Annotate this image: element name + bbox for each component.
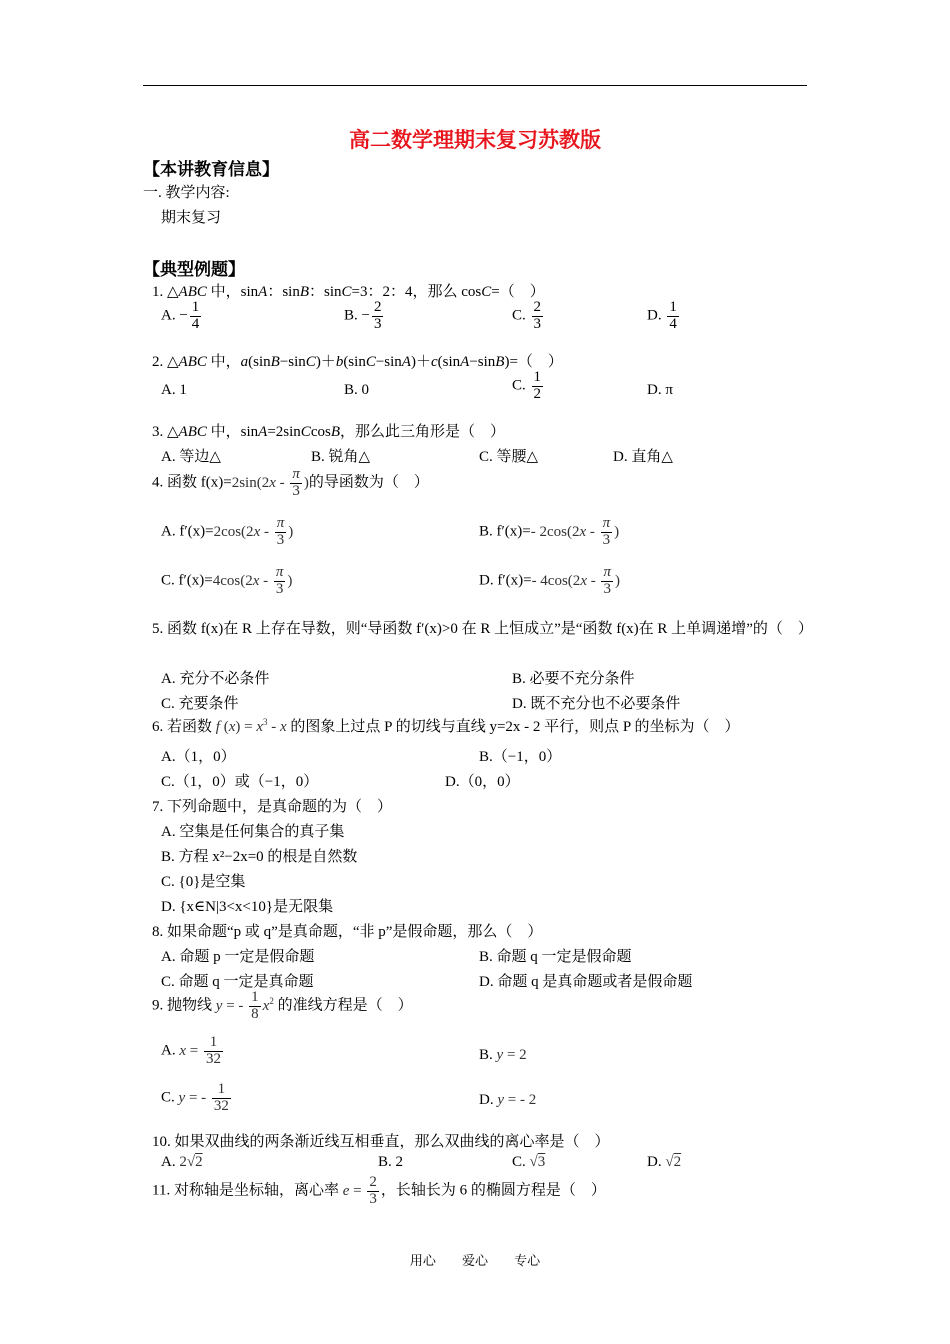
question-2-stem: 2. △ABC 中，a(sinB−sinC)＋b(sinC−sinA)＋c(sinA−sinB)=（ ） — [152, 354, 563, 370]
question-5-option-a: A. 充分不必条件 — [161, 671, 270, 687]
question-5-option-b: B. 必要不充分条件 — [512, 671, 635, 687]
question-3-option-b: B. 锐角△ — [311, 449, 371, 465]
question-10-stem: 10. 如果双曲线的两条渐近线互相垂直，那么双曲线的离心率是（ ） — [152, 1134, 610, 1150]
page-title: 高二数学理期末复习苏教版 — [349, 128, 601, 152]
question-6-option-b: B.（−1，0） — [479, 749, 562, 765]
header-rule — [143, 85, 807, 86]
question-1-option-b: B. − $\frac{2}{3}$ — [344, 299, 382, 332]
question-6-option-d: D.（0，0） — [445, 774, 520, 790]
question-2-option-d: D. π — [647, 382, 673, 398]
question-10-option-d: D. √2 — [647, 1154, 682, 1170]
question-8-stem: 8. 如果命题“p 或 q”是真命题，“非 p”是假命题，那么（ ） — [152, 924, 543, 940]
question-7-option-d: D. {x∈N|3<x<10}是无限集 — [161, 899, 334, 915]
teaching-content-value: 期末复习 — [161, 210, 222, 226]
question-2-option-b: B. 0 — [344, 382, 370, 398]
question-4-option-d: D. f′(x)=- 4cos(2x - $\frac{\pi}{3}$ ) — [479, 564, 620, 597]
question-2-option-c: C. $\frac{1}{2}$ — [512, 369, 542, 402]
question-2-option-a: A. 1 — [161, 382, 187, 398]
question-7-option-a: A. 空集是任何集合的真子集 — [161, 824, 345, 840]
question-4-stem: 4. 函数 f(x)=2sin(2x - $\frac{\pi}{3}$ )的导函数为（ ） — [152, 466, 429, 499]
question-7-option-b: B. 方程 x²−2x=0 的根是自然数 — [161, 849, 358, 865]
question-7-option-c: C. {0}是空集 — [161, 874, 246, 890]
question-5-stem: 5. 函数 f(x)在 R 上存在导数，则“导函数 f′(x)>0 在 R 上恒成立”是“函数 f(x)在 R 上单调递增”的（ ） — [152, 621, 813, 637]
question-6-stem: 6. 若函数 f $(x) = x^3 - x$ 的图象上过点 P 的切线与直线 y=2x - 2 平行，则点 P 的坐标为（ ） — [152, 717, 740, 735]
question-7-stem: 7. 下列命题中，是真命题的为（ ） — [152, 799, 393, 815]
question-11-stem: 11. 对称轴是坐标轴，离心率 e = $\frac{2}{3}$ ，长轴长为 6 的椭圆方程是（ ） — [152, 1174, 606, 1207]
question-10-option-b: B. 2 — [378, 1154, 404, 1170]
question-9-option-b: B. y = 2 — [479, 1047, 527, 1063]
question-4-option-a: A. f′(x)=2cos(2x - $\frac{\pi}{3}$ ) — [161, 515, 294, 548]
question-8-option-c: C. 命题 q 一定是真命题 — [161, 974, 314, 990]
question-3-option-a: A. 等边△ — [161, 449, 221, 465]
question-3-option-d: D. 直角△ — [613, 449, 673, 465]
question-9-option-d: D. y = - 2 — [479, 1092, 537, 1108]
question-4-option-c: C. f′(x)=4cos(2x - $\frac{\pi}{3}$ ) — [161, 564, 293, 597]
teaching-content-label: 一. 教学内容: — [143, 185, 230, 201]
question-1-option-d: D. $\frac{1}{4}$ — [647, 299, 677, 332]
question-1-option-a: A. − $\frac{1}{4}$ — [161, 299, 200, 332]
question-8-option-b: B. 命题 q 一定是假命题 — [479, 949, 632, 965]
question-1-stem: 1. △ABC 中，sinA：sinB：sinC=3：2：4，那么 cosC=（ ） — [152, 284, 545, 300]
page-footer: 用心 爱心 专心 — [409, 1254, 541, 1269]
question-5-option-d: D. 既不充分也不必要条件 — [512, 696, 681, 712]
question-9-option-a: A. x = $\frac{1}{32}$ — [161, 1034, 221, 1067]
question-3-stem: 3. △ABC 中，sinA=2sinCcosB，那么此三角形是（ ） — [152, 424, 505, 440]
question-4-option-b: B. f′(x)=- 2cos(2x - $\frac{\pi}{3}$ ) — [479, 515, 620, 548]
question-5-option-c: C. 充要条件 — [161, 696, 239, 712]
question-1-option-c: C. $\frac{2}{3}$ — [512, 299, 542, 332]
question-6-option-c: C.（1，0）或（−1，0） — [161, 774, 319, 790]
section-heading-examples: 【典型例题】 — [143, 260, 245, 280]
question-8-option-d: D. 命题 q 是真命题或者是假命题 — [479, 974, 693, 990]
question-9-stem: 9. 抛物线 y = - $\frac{1}{8}$ $x^2$ 的准线方程是（ ） — [152, 989, 413, 1022]
question-10-option-a: A. 2√2 — [161, 1154, 203, 1170]
question-9-option-c: C. y = - $\frac{1}{32}$ — [161, 1081, 229, 1114]
section-heading-info: 【本讲教育信息】 — [143, 160, 279, 180]
question-6-option-a: A.（1，0） — [161, 749, 236, 765]
question-8-option-a: A. 命题 p 一定是假命题 — [161, 949, 315, 965]
question-10-option-c: C. √3 — [512, 1154, 546, 1170]
question-3-option-c: C. 等腰△ — [479, 449, 539, 465]
